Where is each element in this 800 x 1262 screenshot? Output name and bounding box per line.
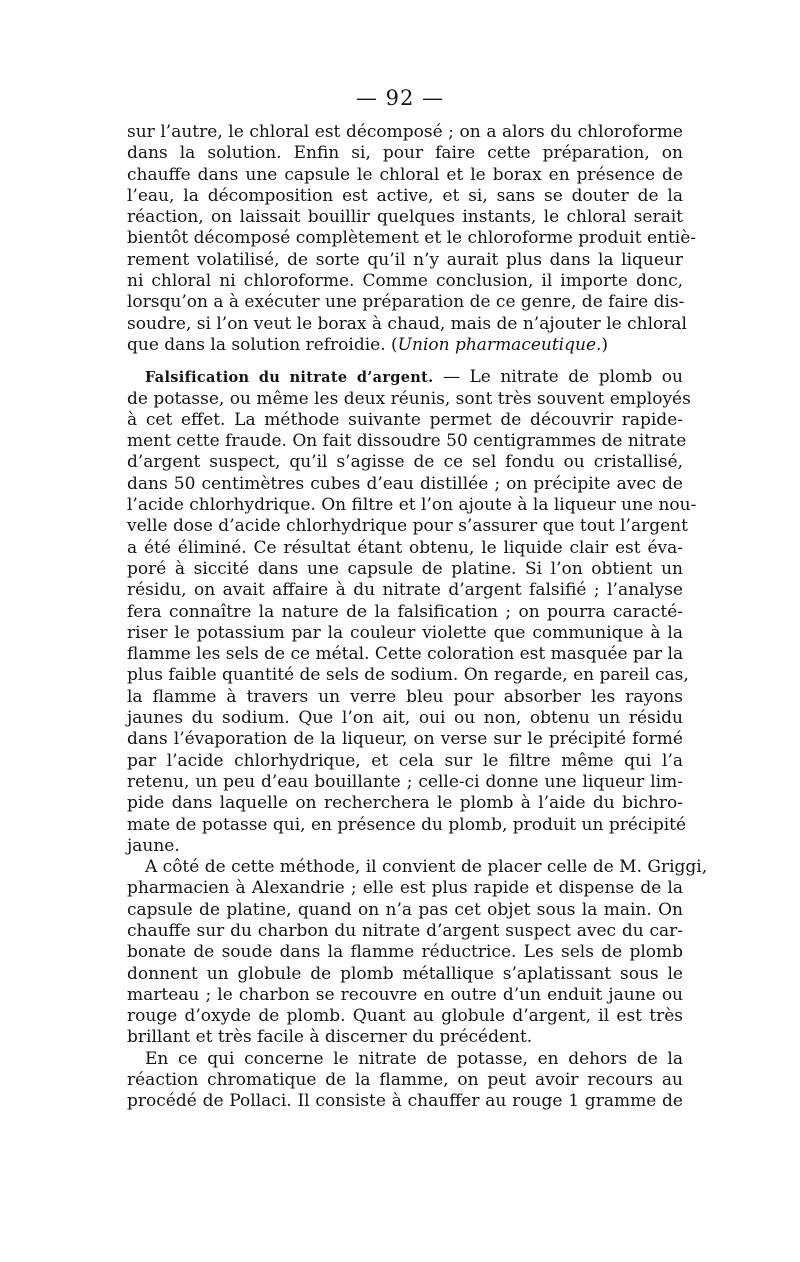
text-line: par l’acide chlorhydrique, et cela sur le filtre même qui l’a bbox=[127, 750, 683, 771]
text-line: bientôt décomposé complètement et le chloroforme produit entiè- bbox=[127, 228, 697, 249]
text-line: l’acide chlorhydrique. On filtre et l’on ajoute à la liqueur une nou- bbox=[127, 495, 697, 516]
text-line: lorsqu’on a à exécuter une préparation de ce genre, de faire dis- bbox=[127, 292, 685, 313]
text-line: pide dans laquelle on recherchera le plomb à l’aide du bichro- bbox=[127, 793, 683, 814]
text-line: flamme les sels de ce métal. Cette coloration est masquée par la bbox=[127, 644, 684, 665]
text-line: chauffe dans une capsule le chloral et le borax en présence de bbox=[127, 164, 683, 185]
text-line: sur l’autre, le chloral est décomposé ; on a alors du chloroforme bbox=[127, 122, 683, 142]
text-line: capsule de platine, quand on n’a pas cet objet sous la main. On bbox=[127, 899, 683, 920]
text-line: à cet effet. La méthode suivante permet de découvrir rapide- bbox=[127, 409, 683, 430]
text-line: A côté de cette méthode, il convient de placer celle de M. Griggi, bbox=[145, 857, 708, 878]
text-fragment: que dans la solution refroidie. ( bbox=[127, 334, 398, 355]
section-first-line bbox=[127, 367, 683, 388]
text-line: la flamme à travers un verre bleu pour absorber les rayons bbox=[127, 686, 683, 707]
body-text bbox=[127, 122, 708, 1113]
text-line: marteau ; le charbon se recouvre en outre d’un enduit jaune ou bbox=[127, 984, 683, 1005]
text-line: mate de potasse qui, en présence du plomb, produit un précipité bbox=[127, 814, 687, 835]
section-heading: Falsification du nitrate d’argent. bbox=[145, 369, 434, 387]
text-line: jaune. bbox=[127, 835, 180, 856]
text-line: procédé de Pollaci. Il consiste à chauffer au rouge 1 gramme de bbox=[127, 1091, 683, 1112]
text-line: a été éliminé. Ce résultat étant obtenu, le liquide clair est éva- bbox=[127, 537, 683, 558]
text-line: En ce qui concerne le nitrate de potasse, en dehors de la bbox=[145, 1048, 683, 1069]
text-line: dans 50 centimètres cubes d’eau distillée ; on précipite avec de bbox=[127, 473, 683, 494]
text-line: rement volatilisé, de sorte qu’il n’y aurait plus dans la liqueur bbox=[127, 249, 683, 270]
text-line: plus faible quantité de sels de sodium. On regarde, en pareil cas, bbox=[127, 665, 689, 686]
text-line: retenu, un peu d’eau bouillante ; celle-ci donne une liqueur lim- bbox=[127, 771, 683, 792]
text-line: chauffe sur du charbon du nitrate d’argent suspect avec du car- bbox=[127, 920, 683, 941]
text-line: rouge d’oxyde de plomb. Quant au globule d’argent, il est très bbox=[127, 1006, 683, 1027]
text-line: bonate de soude dans la flamme réductrice. Les sels de plomb bbox=[127, 942, 683, 963]
text-line: résidu, on avait affaire à du nitrate d’argent falsifié ; l’analyse bbox=[127, 580, 683, 601]
text-line: dans l’évaporation de la liqueur, on verse sur le précipité formé bbox=[127, 729, 683, 750]
text-line: velle dose d’acide chlorhydrique pour s’assurer que tout l’argent bbox=[127, 516, 688, 537]
text-line: ment cette fraude. On fait dissoudre 50 centigrammes de nitrate bbox=[127, 431, 687, 452]
page-number: — 92 — bbox=[355, 86, 445, 110]
text-line: dans la solution. Enfin si, pour faire cette préparation, on bbox=[127, 143, 683, 164]
text-line: ni chloral ni chloroforme. Comme conclusion, il importe donc, bbox=[127, 271, 683, 292]
text-line: de potasse, ou même les deux réunis, sont très souvent employés bbox=[127, 388, 691, 409]
text-line: pharmacien à Alexandrie ; elle est plus rapide et dispense de la bbox=[127, 878, 683, 899]
text-line: donnent un globule de plomb métallique s’aplatissant sous le bbox=[127, 963, 683, 984]
text-line: poré à siccité dans une capsule de platine. Si l’on obtient un bbox=[127, 558, 683, 579]
source-citation: Union pharmaceutique. bbox=[397, 334, 602, 355]
text-fragment: ) bbox=[601, 334, 609, 355]
text-line: brillant et très facile à discerner du précédent. bbox=[127, 1027, 533, 1048]
text-line: fera connaître la nature de la falsification ; on pourra caracté- bbox=[127, 601, 683, 622]
text-line: d’argent suspect, qu’il s’agisse de ce sel fondu ou cristallisé, bbox=[127, 452, 683, 473]
text-line: riser le potassium par la couleur violette que communique à la bbox=[127, 622, 683, 643]
text-line: réaction chromatique de la flamme, on peut avoir recours au bbox=[127, 1070, 683, 1091]
text-fragment: — Le nitrate de plomb ou bbox=[433, 367, 683, 388]
text-line: soudre, si l’on veut le borax à chaud, mais de n’ajouter le chloral bbox=[127, 313, 687, 334]
text-line-with-citation bbox=[127, 335, 683, 356]
text-line: l’eau, la décomposition est active, et si, sans se douter de la bbox=[127, 185, 683, 206]
text-line: réaction, on laissait bouillir quelques instants, le chloral serait bbox=[127, 207, 683, 228]
text-line: jaunes du sodium. Que l’on ait, oui ou non, obtenu un résidu bbox=[127, 708, 683, 729]
